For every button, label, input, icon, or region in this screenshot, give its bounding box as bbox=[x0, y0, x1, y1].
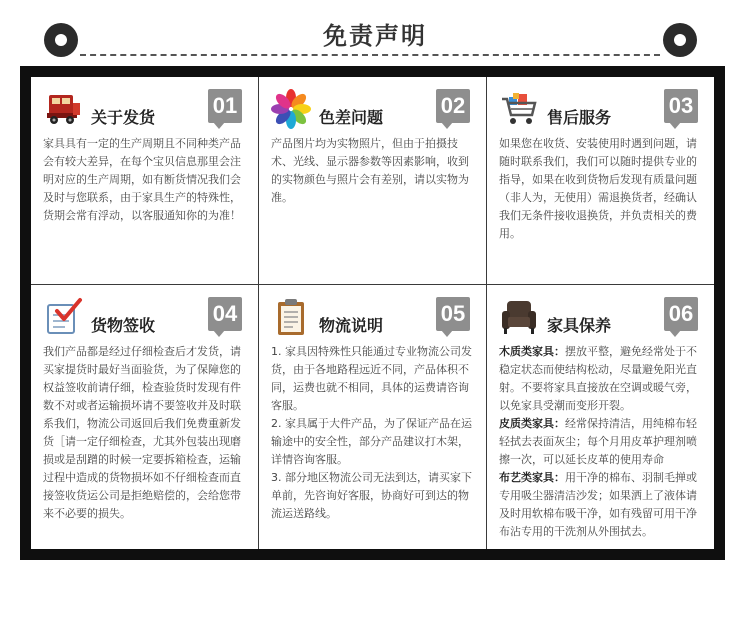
disclaimer-frame bbox=[20, 66, 725, 560]
panel-color-difference bbox=[259, 77, 486, 284]
panel-title: 货物签收 bbox=[91, 316, 156, 335]
number-badge: 04 bbox=[208, 297, 242, 331]
panel-text bbox=[271, 135, 474, 207]
number-badge: 02 bbox=[436, 89, 470, 123]
color-petals-icon bbox=[271, 89, 311, 129]
panel-text bbox=[43, 135, 246, 225]
page-header bbox=[0, 0, 750, 66]
paragraph: 3. 部分地区物流公司无法到达，请买家下单前，先咨询好客服，协商好可到达的物流运送路线。 bbox=[271, 471, 472, 520]
panel-title: 关于发货 bbox=[91, 108, 156, 127]
page-title: 免责声明 bbox=[323, 22, 427, 50]
number-badge: 03 bbox=[664, 89, 698, 123]
panel-text bbox=[499, 343, 702, 541]
panel-furniture-care bbox=[487, 285, 714, 549]
care-item bbox=[499, 469, 702, 541]
panel-header bbox=[499, 297, 702, 337]
panel-logistics bbox=[259, 285, 486, 549]
disclaimer-grid bbox=[31, 77, 714, 549]
panel-header bbox=[499, 89, 702, 129]
panel-title: 家具保养 bbox=[547, 316, 612, 335]
paragraph: 产品图片均为实物照片，但由于拍摄技术、光线、显示器参数等因素影响，收到的实物颜色与照片会有差别，请以实物为准。 bbox=[271, 137, 469, 204]
care-label: 木质类家具： bbox=[499, 345, 565, 358]
care-item bbox=[499, 343, 702, 415]
shopping-cart-icon bbox=[499, 89, 539, 129]
paragraph: 1. 家具因特殊性只能通过专业物流公司发货，由于各地路程远近不同，产品体积不同，运费也就不相同，具体的运费请咨询客服。 bbox=[271, 345, 472, 412]
paragraph: 家具具有一定的生产周期且不同种类产品会有较大差异，在每个宝贝信息那里会注明对应的生产周期，如有断货情况我们会及时与您联系，由于家具生产的特殊性，货期会常有浮动，以客服通知你的为准！ bbox=[43, 137, 241, 222]
truck-icon bbox=[43, 89, 83, 129]
care-text: 摆放平整，避免经常处于不稳定状态而使结构松动，尽量避免阳光直射。不要将家具直接放在空调或暖气旁，以免家具受潮而变形开裂。 bbox=[499, 345, 697, 412]
number-badge: 06 bbox=[664, 297, 698, 331]
paragraph: 如果您在收货、安装使用时遇到问题，请随时联系我们，我们可以随时提供专业的指导，如果在收到货物后发现有质量问题（非人为，无使用）需退换货者，经确认我们无条件接收退换货，并负责相关的费用。 bbox=[499, 137, 697, 240]
panel-text bbox=[271, 343, 474, 523]
paragraph: 2. 家具属于大件产品，为了保证产品在运输途中的安全性，部分产品建议打木架，详情咨询客服。 bbox=[271, 417, 472, 466]
header-divider bbox=[80, 54, 660, 56]
panel-text bbox=[499, 135, 702, 243]
panel-header bbox=[271, 89, 474, 129]
paragraph: 我们产品都是经过仔细检查后才发货，请买家提货时最好当面验货，为了保障您的权益签收前请仔细，检查验货时发现有件数不对或者运输损坏请不要签收并及时联系我们，物流公司返回后我们免费重新发货［请一定仔细检查，尤其外包装出现磨损或是刮蹭的时候一定要拆箱检查，运输过程中造成的货物损坏如不仔细检查而直接签收货运公司是拒绝赔偿的，会给您带来不必要的损失。 bbox=[43, 345, 241, 520]
care-label: 皮质类家具： bbox=[499, 417, 565, 430]
panel-header bbox=[271, 297, 474, 337]
clipboard-icon bbox=[271, 297, 311, 337]
panel-after-sales bbox=[487, 77, 714, 284]
care-text: 经常保持清洁，用纯棉布轻轻拭去表面灰尘；每个月用皮革护理剂喷擦一次，可以延长皮革的使用寿命 bbox=[499, 417, 697, 466]
panel-receipt bbox=[31, 285, 258, 549]
panel-title: 物流说明 bbox=[319, 316, 384, 335]
armchair-icon bbox=[499, 297, 539, 337]
panel-header bbox=[43, 297, 246, 337]
care-label: 布艺类家具： bbox=[499, 471, 565, 484]
panel-title: 售后服务 bbox=[547, 108, 612, 127]
checklist-icon bbox=[43, 297, 83, 337]
panel-text bbox=[43, 343, 246, 523]
number-badge: 05 bbox=[436, 297, 470, 331]
care-text: 用干净的棉布、羽制毛掸或专用吸尘器清洁沙发；如果洒上了液体请及时用软棉布吸干净，如有残留可用干净布沾专用的干洗剂从外围拭去。 bbox=[499, 471, 697, 538]
care-item bbox=[499, 415, 702, 469]
panel-shipping bbox=[31, 77, 258, 284]
number-badge: 01 bbox=[208, 89, 242, 123]
panel-title: 色差问题 bbox=[319, 108, 384, 127]
panel-header bbox=[43, 89, 246, 129]
